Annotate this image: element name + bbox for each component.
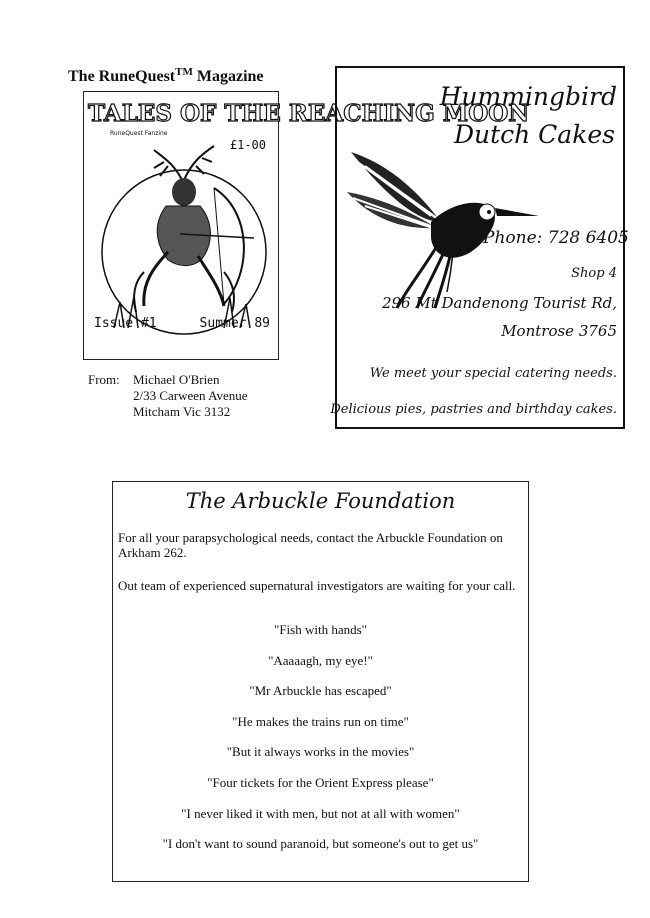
- quote-item: "Fish with hands": [274, 622, 367, 637]
- bakery-address-line1: 296 Mt Dandenong Tourist Rd,: [381, 294, 617, 312]
- arbuckle-title: The Arbuckle Foundation: [185, 489, 456, 513]
- cover-issue: Issue #1: [94, 316, 157, 331]
- cover-price: £1-00: [229, 138, 266, 152]
- cover-subtitle: RuneQuest Fanzine: [110, 130, 168, 137]
- from-street: 2/33 Carween Avenue: [133, 388, 248, 403]
- hummingbird-icon: [341, 142, 541, 312]
- quote-list: [113, 622, 528, 867]
- bakery-name-line2: Dutch Cakes: [453, 120, 615, 149]
- arbuckle-paragraph1: For all your parapsychological needs, contact the Arbuckle Foundation on Arkham 262.: [118, 530, 503, 560]
- from-city: Mitcham Vic 3132: [133, 404, 231, 419]
- quote-item: "But it always works in the movies": [226, 744, 415, 760]
- hummingbird-ad: [330, 66, 629, 429]
- bakery-tagline2: Delicious pies, pastries and birthday cakes.: [330, 402, 617, 417]
- runequest-heading: The RuneQuest™ Magazine: [68, 66, 264, 85]
- cover-title: TALES OF THE REACHING MOON: [88, 100, 530, 127]
- bakery-tagline1: We meet your special catering needs.: [369, 366, 617, 381]
- cover-season: Summer 89: [199, 316, 270, 331]
- trademark-mark: TM: [175, 66, 193, 78]
- bakery-shop: Shop 4: [571, 266, 617, 281]
- arbuckle-paragraph2: Out team of experienced supernatural investigators are waiting for your call.: [118, 578, 516, 593]
- bakery-phone: Phone: 728 6405: [483, 228, 629, 248]
- bakery-name-line1: Hummingbird: [439, 82, 617, 111]
- from-address: [88, 372, 248, 420]
- from-name: Michael O'Brien: [133, 372, 220, 387]
- quote-item: "Aaaaagh, my eye!": [268, 652, 373, 668]
- quote-item: "Mr Arbuckle has escaped": [249, 683, 392, 699]
- from-label: From:: [88, 372, 120, 387]
- bakery-address-line2: Montrose 3765: [501, 322, 617, 340]
- quote-item: "I don't want to sound paranoid, but someone's out to get us": [162, 836, 479, 852]
- quote-item: "Four tickets for the Orient Express please": [207, 774, 434, 790]
- quote-item: "I never liked it with men, but not at all with women": [181, 805, 460, 821]
- arbuckle-ad: [112, 481, 529, 882]
- quote-item: "He makes the trains run on time": [232, 713, 409, 729]
